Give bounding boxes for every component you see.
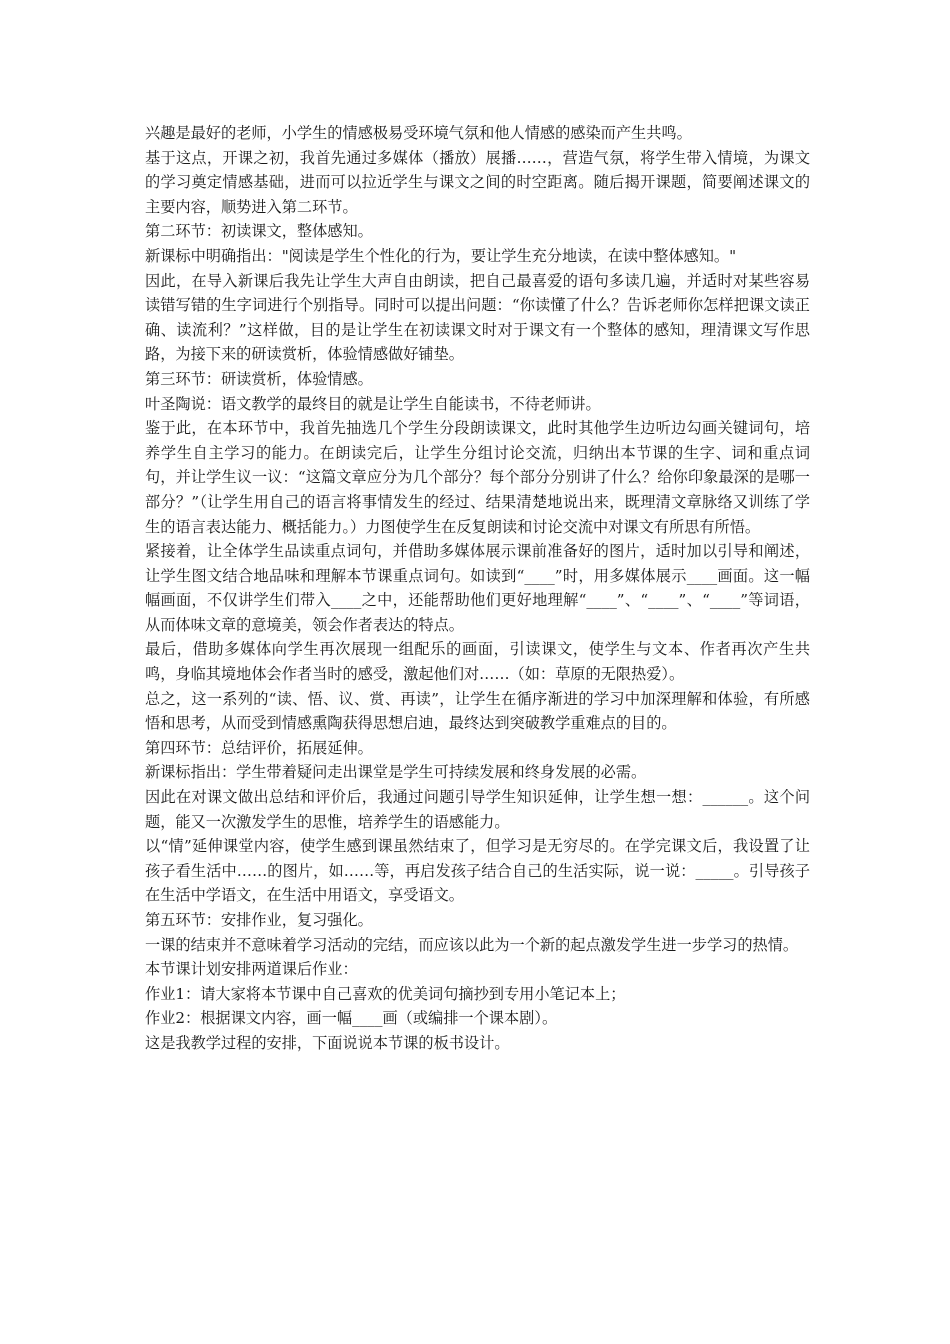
paragraph-intro: 兴趣是最好的老师，小学生的情感极易受环境气氛和他人情感的感染而产生共鸣。	[145, 124, 692, 142]
homework-item-1: 作业1：请大家将本节课中自己喜欢的优美词句摘抄到专用小笔记本上；	[145, 984, 626, 1003]
paragraph: 总之，这一系列的“读、悟、议、赏、再读”，让学生在循序渐进的学习中加深理解和体验，有所感悟和思考，从而受到情感熏陶获得思想启迪，最终达到突破教学重难点的目的。	[145, 689, 810, 733]
paragraph-closing: 这是我教学过程的安排，下面说说本节课的板书设计。	[145, 1033, 510, 1052]
paragraph: 新课标指出：学生带着疑问走出课堂是学生可持续发展和终身发展的必需。	[145, 763, 647, 782]
paragraph-opening: 基于这点，开课之初，我首先通过多媒体（播放）展播……，营造气氛，将学生带入情境，为课文的学习奠定情感基础，进而可以拉近学生与课文之间的时空距离。随后揭开课题，简要阐述课文的主要内容，顺势进入第二环节。	[145, 148, 810, 216]
section-heading-3: 第三环节：研读赏析，体验情感。	[145, 369, 373, 388]
section-heading-4: 第四环节：总结评价，拓展延伸。	[145, 738, 373, 757]
paragraph: 鉴于此，在本环节中，我首先抽选几个学生分段朗读课文，此时其他学生边听边勾画关键词句，培养学生自主学习的能力。在朗读完后，让学生分组讨论交流，归纳出本节课的生字、词和重点词句，并让学生议一议：“这篇文章应分为几个部分？每个部分分别讲了什么？给你印象最深的是哪一部分？”（让学生用自己的语言将事情发生的经过、结果清楚地说出来，既理清文章脉络又训练了学生的语言表达能力、概括能力。）力图使学生在反复朗读和讨论交流中对课文有所思有所悟。	[145, 419, 810, 536]
paragraph: 新课标中明确指出："阅读是学生个性化的行为，要让学生充分地读，在读中整体感知。"	[145, 246, 737, 265]
document-body	[145, 121, 810, 1056]
paragraph: 叶圣陶说：语文教学的最终目的就是让学生自能读书，不待老师讲。	[145, 394, 601, 413]
homework-item-2: 作业2：根据课文内容，画一幅____画（或编排一个课本剧）。	[145, 1009, 558, 1028]
paragraph: 一课的结束并不意味着学习活动的完结，而应该以此为一个新的起点激发学生进一步学习的热情。	[145, 935, 799, 954]
paragraph: 以“情”延伸课堂内容，使学生感到课虽然结束了，但学习是无穷尽的。在学完课文后，我设置了让孩子看生活中……的图片，如……等，再启发孩子结合自己的生活实际，说一说：_____。引导孩子在生活中学语文，在生活中用语文，享受语文。	[145, 837, 810, 905]
section-heading-2: 第二环节：初读课文，整体感知。	[145, 222, 373, 241]
section-heading-5: 第五环节：安排作业，复习强化。	[145, 911, 373, 929]
paragraph: 因此在对课文做出总结和评价后，我通过问题引导学生知识延伸，让学生想一想：______。这个问题，能又一次激发学生的思惟，培养学生的语感能力。	[145, 788, 810, 831]
paragraph: 本节课计划安排两道课后作业：	[145, 960, 358, 979]
paragraph: 因此，在导入新课后我先让学生大声自由朗读，把自己最喜爱的语句多读几遍，并适时对某些容易读错写错的生字词进行个别指导。同时可以提出问题：“你读懂了什么？告诉老师你怎样把课文读正确、读流利？”这样做，目的是让学生在初读课文时对于课文有一个整体的感知，理清课文写作思路，为接下来的研读赏析，体验情感做好铺垫。	[145, 271, 810, 364]
paragraph: 紧接着，让全体学生品读重点词句，并借助多媒体展示课前准备好的图片，适时加以引导和阐述，让学生图文结合地品味和理解本节课重点词句。如读到“____”时，用多媒体展示____画面。这一幅幅画面，不仅讲学生们带入____之中，还能帮助他们更好地理解“____”、“____”、“____”等词语，从而体味文章的意境美，领会作者表达的特点。	[145, 542, 810, 634]
paragraph: 最后，借助多媒体向学生再次展现一组配乐的画面，引读课文，使学生与文本、作者再次产生共鸣，身临其境地体会作者当时的感受，激起他们对……（如：草原的无限热爱）。	[145, 640, 810, 684]
